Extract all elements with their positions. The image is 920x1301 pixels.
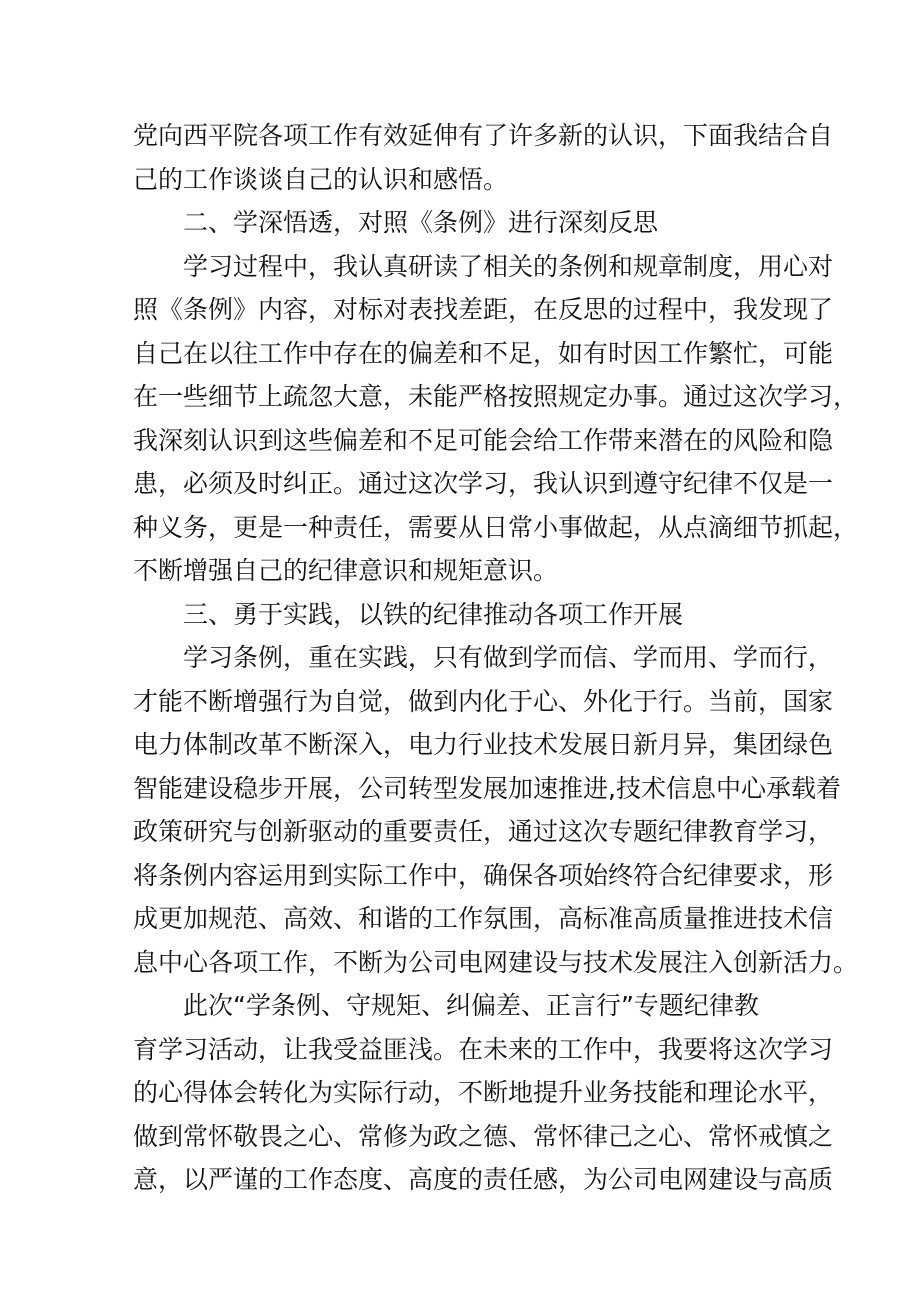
text-line-23: 的心得体会转化为实际行动，不断地提升业务技能和理论水平， — [133, 1078, 834, 1107]
text-line-20: 息中心各项工作，不断为公司电网建设与技术发展注入创新活力。 — [133, 947, 859, 977]
text-line-2: 己的工作谈谈自己的认识和感悟。 — [133, 164, 509, 194]
text-line-19: 成更加规范、高效、和谐的工作氛围，高标准高质量推进技术信 — [133, 904, 834, 933]
text-line-17: 政策研究与创新驱动的重要责任，通过这次专题纪律教育学习， — [133, 817, 834, 846]
text-line-6: 自己在以往工作中存在的偏差和不足，如有时因工作繁忙，可能 — [133, 338, 834, 368]
text-line-1: 党向西平院各项工作有效延伸有了许多新的认识，下面我结合自 — [133, 121, 834, 150]
text-line-16: 智能建设稳步开展，公司转型发展加速推进,技术信息中心承载着 — [133, 773, 841, 803]
text-line-10: 种义务，更是一种责任，需要从日常小事做起，从点滴细节抓起， — [133, 512, 859, 542]
text-line-5: 照《条例》内容，对标对表找差距，在反思的过程中，我发现了 — [133, 295, 834, 324]
document-body — [133, 114, 859, 1202]
text-line-22: 育学习活动，让我受益匪浅。在未来的工作中，我要将这次学习 — [133, 1034, 834, 1064]
text-line-11: 不断增强自己的纪律意识和规矩意识。 — [133, 556, 559, 585]
section-heading-2: 二、学深悟透，对照《条例》进行深刻反思 — [183, 208, 659, 237]
section-heading-3: 三、勇于实践，以铁的纪律推动各项工作开展 — [183, 599, 684, 629]
text-line-15: 电力体制改革不断深入，电力行业技术发展日新月异，集团绿色 — [133, 730, 834, 759]
text-line-24: 做到常怀敬畏之心、常修为政之德、常怀律己之心、常怀戒慎之 — [133, 1121, 834, 1151]
text-line-9: 患，必须及时纠正。通过这次学习，我认识到遵守纪律不仅是一 — [133, 469, 834, 498]
text-line-13: 学习条例，重在实践，只有做到学而信、学而用、学而行， — [183, 643, 834, 672]
text-line-4: 学习过程中，我认真研读了相关的条例和规章制度，用心对 — [183, 251, 834, 281]
text-line-8: 我深刻认识到这些偏差和不足可能会给工作带来潜在的风险和隐 — [133, 425, 834, 455]
text-line-18: 将条例内容运用到实际工作中，确保各项始终符合纪律要求，形 — [133, 860, 834, 890]
text-line-7: 在一些细节上疏忽大意，未能严格按照规定办事。通过这次学习， — [133, 382, 859, 411]
text-line-25: 意，以严谨的工作态度、高度的责任感，为公司电网建设与高质 — [133, 1165, 834, 1194]
text-line-21: 此次“学条例、守规矩、纠偏差、正言行”专题纪律教 — [183, 991, 759, 1020]
text-line-14: 才能不断增强行为自觉，做到内化于心、外化于行。当前，国家 — [133, 686, 834, 716]
